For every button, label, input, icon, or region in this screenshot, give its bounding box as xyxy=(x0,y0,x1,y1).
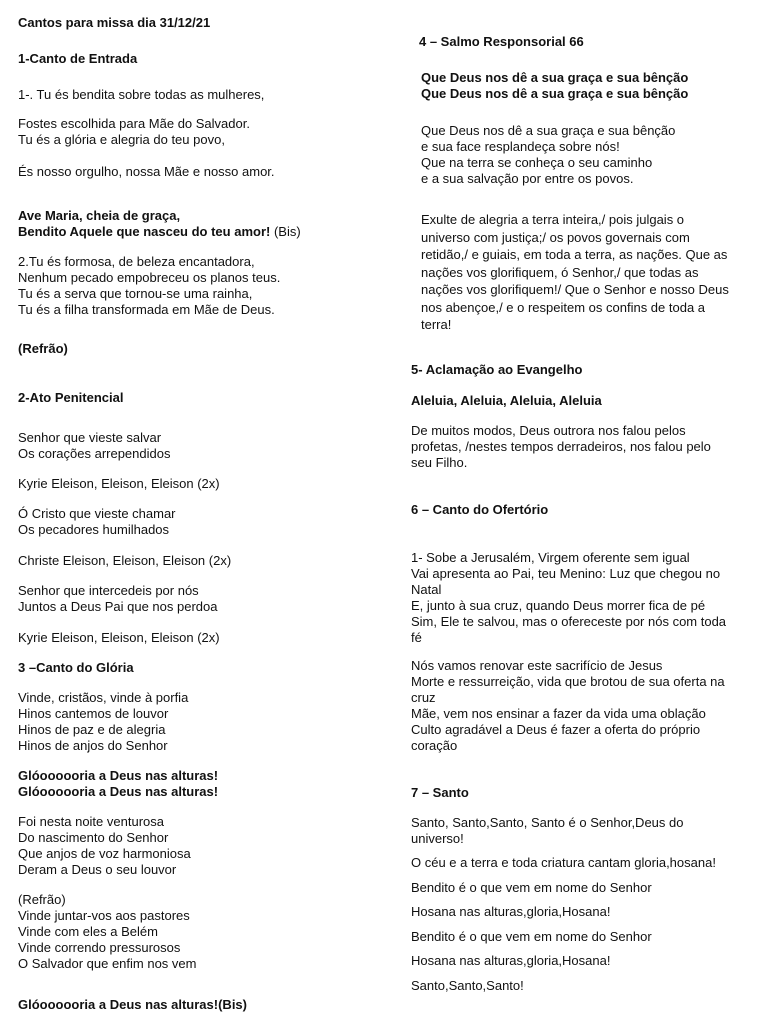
verse-line: Tu és a glória e alegria do teu povo, xyxy=(18,132,225,147)
verse-line: nações vos glorifiquem, ó Senhor,/ que todas as xyxy=(421,264,699,280)
verse-line: Hinos cantemos de louvor xyxy=(18,706,169,721)
verse-line: Bendito é o que vem em nome do Senhor xyxy=(411,880,652,895)
refrain-block xyxy=(18,768,368,800)
verse-line: Tu és a filha transformada em Mãe de Deus. xyxy=(18,302,275,317)
refrain-line: Que Deus nos dê a sua graça e sua bênção xyxy=(421,70,689,85)
verse-line: universo com justiça;/ os povos governais com xyxy=(421,229,690,245)
verse-line: Santo,Santo,Santo! xyxy=(411,978,524,993)
verse-block xyxy=(18,690,368,754)
verse-line: Bendito é o que vem em nome do Senhor xyxy=(411,929,652,944)
refrain-line: Glóoooooria a Deus nas alturas!(Bis) xyxy=(18,997,247,1012)
verse-line: universo! xyxy=(411,831,464,846)
refrain-line: Ave Maria, cheia de graça, xyxy=(18,208,181,223)
verse-line: retidão,/ e guiais, em toda a terra, as nações. Que as xyxy=(421,247,728,262)
verse-line: nações vos glorifiquem!/ Que o Senhor e nosso Deus xyxy=(421,282,729,297)
verse-line: Sim, Ele te salvou, mas o ofereceste por nós com toda xyxy=(411,614,727,629)
verse-block xyxy=(411,815,761,847)
refrain-line: Bendito Aquele que nasceu do teu amor! xyxy=(18,224,271,239)
verse-line: Nenhum pecado empobreceu os planos teus. xyxy=(18,270,281,285)
verse-line: coração xyxy=(411,738,458,753)
verse-line: Que Deus nos dê a sua graça e sua bênção xyxy=(421,123,676,138)
document-title: Cantos para missa dia 31/12/21 xyxy=(18,15,211,30)
verse-line: profetas, /nestes tempos derradeiros, nos falou pelo xyxy=(411,439,711,454)
verse-line: Fostes escolhida para Mãe do Salvador. xyxy=(18,116,250,131)
verse-line: De muitos modos, Deus outrora nos falou pelos xyxy=(411,423,686,438)
verse-line: Vinde juntar-vos aos pastores xyxy=(18,908,190,923)
verse-block xyxy=(18,430,368,462)
verse-line: 1- Sobe a Jerusalém, Virgem oferente sem igual xyxy=(411,550,690,565)
section-heading-ofertorio: 6 – Canto do Ofertório xyxy=(411,502,549,517)
verse-line: Natal xyxy=(411,582,442,597)
verse-line: Os pecadores humilhados xyxy=(18,522,170,537)
verse-line: cruz xyxy=(411,690,436,705)
verse-line: Hosana nas alturas,gloria,Hosana! xyxy=(411,953,611,968)
verse-block xyxy=(18,583,368,615)
aleluia-line: Aleluia, Aleluia, Aleluia, Aleluia xyxy=(411,393,602,408)
verse-block xyxy=(421,123,768,187)
section-heading-penitencial: 2-Ato Penitencial xyxy=(18,390,124,405)
verse-line: Exulte de alegria a terra inteira,/ pois julgais o xyxy=(421,212,685,227)
verse-line: O céu e a terra e toda criatura cantam gloria,hosana! xyxy=(411,855,716,870)
verse-line: terra! xyxy=(421,317,452,332)
verse-line: Que anjos de voz harmoniosa xyxy=(18,846,191,861)
refrain-line: Glóoooooria a Deus nas alturas! xyxy=(18,768,219,783)
refrain-line: Que Deus nos dê a sua graça e sua bênção xyxy=(421,86,689,101)
verse-line: Nós vamos renovar este sacrifício de Jesus xyxy=(411,658,663,673)
verse-line: Vinde com eles a Belém xyxy=(18,924,158,939)
verse-line: Deram a Deus o seu louvor xyxy=(18,862,177,877)
verse-line: Santo, Santo,Santo, Santo é o Senhor,Deus do xyxy=(411,815,684,830)
verse-line: Kyrie Eleison, Eleison, Eleison (2x) xyxy=(18,630,220,645)
verse-block xyxy=(18,506,368,538)
section-heading-salmo: 4 – Salmo Responsorial 66 xyxy=(419,34,584,49)
verse-line: Hinos de paz e de alegria xyxy=(18,722,166,737)
verse-line: 2.Tu és formosa, de beleza encantadora, xyxy=(18,254,255,269)
verse-line: Senhor que intercedeis por nós xyxy=(18,583,199,598)
verse-line: Juntos a Deus Pai que nos perdoa xyxy=(18,599,218,614)
verse-block xyxy=(18,254,368,318)
verse-block xyxy=(18,814,368,878)
verse-line: Hinos de anjos do Senhor xyxy=(18,738,168,753)
verse-line: E, junto à sua cruz, quando Deus morrer fica de pé xyxy=(411,598,706,613)
verse-line: e sua face resplandeça sobre nós! xyxy=(421,139,620,154)
verse-line: Do nascimento do Senhor xyxy=(18,830,169,845)
refrain-block xyxy=(421,70,768,102)
verse-line: Hosana nas alturas,gloria,Hosana! xyxy=(411,904,611,919)
verse-line: Foi nesta noite venturosa xyxy=(18,814,164,829)
verse-line: e a sua salvação por entre os povos. xyxy=(421,171,634,186)
section-heading-aclamacao: 5- Aclamação ao Evangelho xyxy=(411,362,583,377)
verse-line: fé xyxy=(411,630,422,645)
verse-line: Vinde, cristãos, vinde à porfia xyxy=(18,690,189,705)
verse-block xyxy=(411,550,761,646)
verse-block xyxy=(18,116,368,148)
verse-block xyxy=(411,423,761,471)
verse-line: Morte e ressurreição, vida que brotou de sua oferta na xyxy=(411,674,725,689)
verse-block xyxy=(421,211,768,334)
verse-block xyxy=(411,658,761,754)
refrain-block xyxy=(18,208,368,240)
verse-line: Tu és a serva que tornou-se uma rainha, xyxy=(18,286,253,301)
verse-line: O Salvador que enfim nos vem xyxy=(18,956,197,971)
verse-block xyxy=(18,892,368,972)
verse-line: Ó Cristo que vieste chamar xyxy=(18,506,176,521)
verse-line: Vai apresenta ao Pai, teu Menino: Luz que chegou no xyxy=(411,566,721,581)
section-heading-santo: 7 – Santo xyxy=(411,785,469,800)
verse-line: Que na terra se conheça o seu caminho xyxy=(421,155,653,170)
verse-line: Christe Eleison, Eleison, Eleison (2x) xyxy=(18,553,232,568)
verse-line: És nosso orgulho, nossa Mãe e nosso amor. xyxy=(18,164,275,179)
section-heading-entrada: 1-Canto de Entrada xyxy=(18,51,138,66)
section-heading-gloria: 3 –Canto do Glória xyxy=(18,660,134,675)
verse-line: 1-. Tu és bendita sobre todas as mulheres, xyxy=(18,87,265,102)
verse-line: Culto agradável a Deus é fazer a oferta do próprio xyxy=(411,722,701,737)
verse-line: (Refrão) xyxy=(18,892,66,907)
verse-line: Mãe, vem nos ensinar a fazer da vida uma oblação xyxy=(411,706,706,721)
verse-line: Senhor que vieste salvar xyxy=(18,430,162,445)
refrain-line: Glóoooooria a Deus nas alturas! xyxy=(18,784,219,799)
verse-line: Kyrie Eleison, Eleison, Eleison (2x) xyxy=(18,476,220,491)
verse-line: seu Filho. xyxy=(411,455,468,470)
verse-line: nos abençoe,/ e o respeitem os confins de toda a xyxy=(421,299,706,315)
verse-line: Vinde correndo pressurosos xyxy=(18,940,181,955)
bis-note: (Bis) xyxy=(270,224,301,239)
refrao-marker: (Refrão) xyxy=(18,341,68,356)
verse-line: Os corações arrependidos xyxy=(18,446,171,461)
